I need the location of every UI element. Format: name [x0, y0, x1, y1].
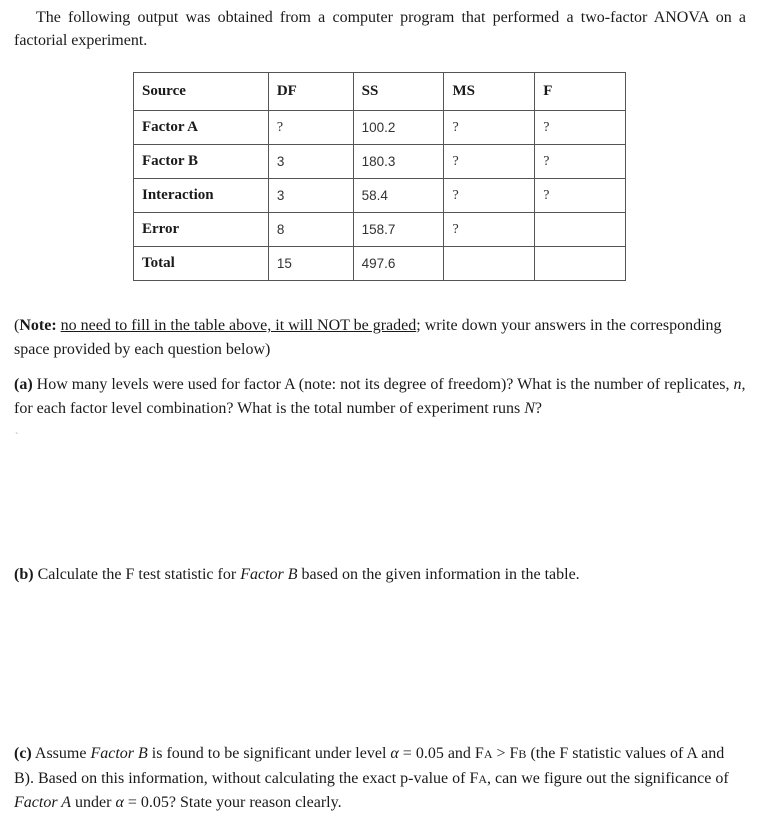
table-row — [134, 111, 626, 145]
question-c-text: > F — [496, 745, 519, 762]
question-c-text: (the F statistic values of A and B). Based on this information, without calculating the exact p-value of F — [14, 745, 725, 787]
f-cell — [535, 247, 626, 281]
df-cell: 15 — [268, 247, 353, 281]
ms-cell — [444, 247, 535, 281]
source-cell: Error — [134, 213, 269, 247]
table-row — [134, 247, 626, 281]
question-c-text: under — [75, 794, 112, 811]
table-row — [134, 145, 626, 179]
ms-cell: ? — [444, 111, 535, 145]
anova-table — [133, 72, 626, 281]
f-cell: ? — [535, 145, 626, 179]
stray-mark: ` — [15, 432, 19, 443]
question-b-label: (b) — [14, 566, 34, 583]
ss-cell: 158.7 — [353, 213, 444, 247]
note-label: Note: — [19, 317, 57, 334]
ms-cell: ? — [444, 179, 535, 213]
variable-n: n — [733, 376, 742, 393]
question-c-label: (c) — [14, 745, 32, 762]
header-f: F — [535, 73, 626, 111]
header-ss: SS — [353, 73, 444, 111]
question-a-text: How many levels were used for factor A (note: not its degree of freedom)? What is the number of replicates, — [36, 376, 730, 393]
question-b-text: based on the given information in the table. — [301, 566, 580, 583]
subscript-b: B — [518, 747, 527, 761]
table-header-row — [134, 73, 626, 111]
note-underlined-text: no need to fill in the table above, it will NOT be graded — [60, 317, 417, 334]
question-b — [14, 563, 746, 587]
factor-b-term: Factor B — [240, 566, 298, 583]
note-open-paren: ( — [14, 317, 20, 334]
df-cell: 3 — [268, 145, 353, 179]
source-cell: Total — [134, 247, 269, 281]
question-c-text: = 0.05? State your reason clearly. — [127, 794, 342, 811]
question-c-text: = 0.05 and F — [402, 745, 484, 762]
alpha-symbol: α — [390, 745, 399, 762]
df-cell: 8 — [268, 213, 353, 247]
question-a-text: , for each factor level combination? What is the total number of experiment runs — [14, 376, 746, 417]
table-row — [134, 179, 626, 213]
ss-cell: 180.3 — [353, 145, 444, 179]
f-cell: ? — [535, 179, 626, 213]
df-cell: ? — [268, 111, 353, 145]
question-a-label: (a) — [14, 376, 33, 393]
factor-b-term: Factor B — [90, 745, 148, 762]
question-b-text: Calculate the F test statistic for — [37, 566, 237, 583]
source-cell: Interaction — [134, 179, 269, 213]
header-ms: MS — [444, 73, 535, 111]
note-rest-text: ; write down your answers in the corresponding space provided by each question below) — [14, 317, 722, 358]
note-paragraph — [14, 314, 746, 362]
question-a — [14, 373, 746, 421]
intro-text: The following output was obtained from a computer program that performed a two-factor ANOVA on a factorial experiment. — [14, 9, 746, 49]
ss-cell: 100.2 — [353, 111, 444, 145]
ms-cell: ? — [444, 213, 535, 247]
ms-cell: ? — [444, 145, 535, 179]
df-cell: 3 — [268, 179, 353, 213]
intro-paragraph — [14, 6, 746, 52]
question-c-text: , can we figure out the significance of — [487, 769, 729, 787]
question-c-text: is found to be significant under level — [151, 745, 387, 762]
header-df: DF — [268, 73, 353, 111]
header-source: Source — [134, 73, 269, 111]
f-cell — [535, 213, 626, 247]
source-cell: Factor A — [134, 111, 269, 145]
ss-cell: 58.4 — [353, 179, 444, 213]
question-c — [14, 742, 746, 815]
variable-N: N — [524, 400, 535, 417]
f-cell: ? — [535, 111, 626, 145]
question-a-text: ? — [534, 400, 542, 417]
question-c-text: Assume — [34, 745, 87, 762]
subscript-a: A — [483, 747, 493, 761]
table-row — [134, 213, 626, 247]
factor-a-term: Factor A — [14, 794, 72, 811]
alpha-symbol: α — [115, 794, 124, 811]
subscript-a: A — [478, 771, 488, 786]
source-cell: Factor B — [134, 145, 269, 179]
ss-cell: 497.6 — [353, 247, 444, 281]
